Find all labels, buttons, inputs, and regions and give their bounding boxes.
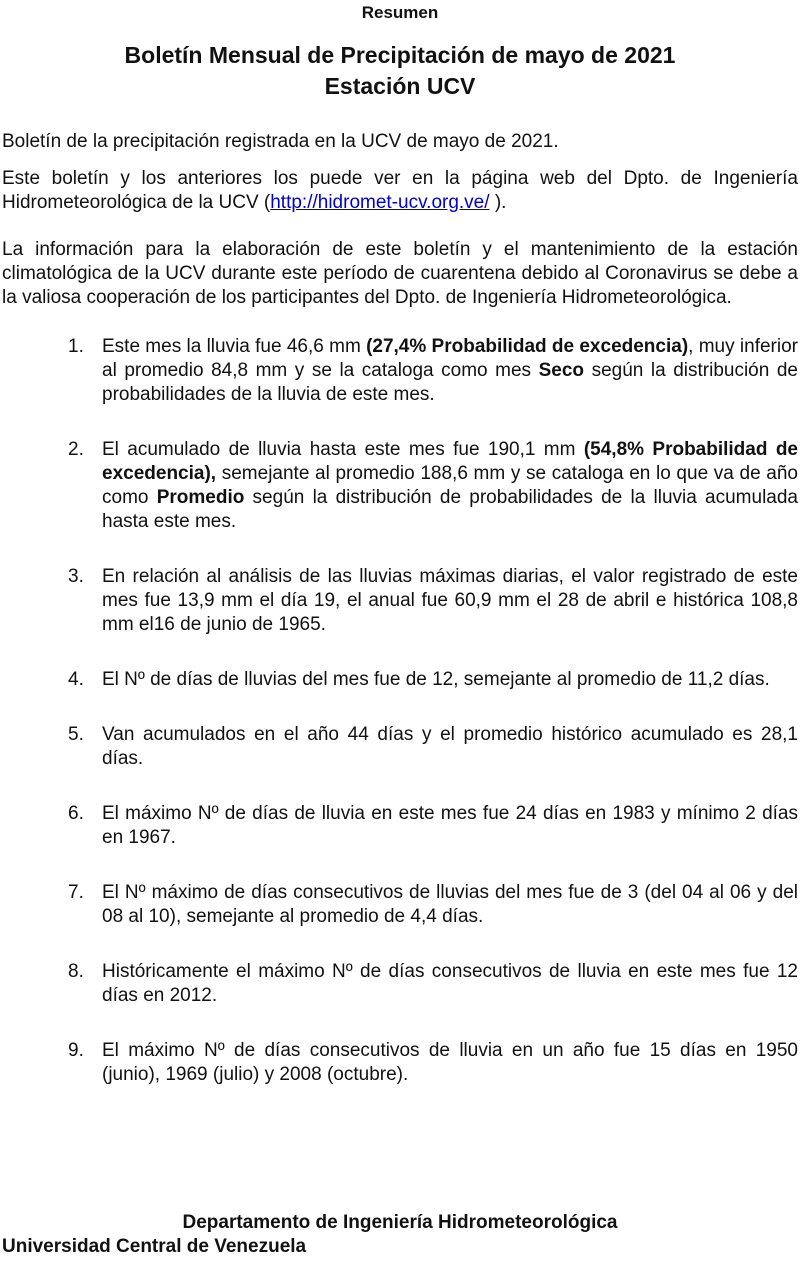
list-item bbox=[2, 881, 798, 929]
summary-heading: Resumen bbox=[361, 3, 439, 22]
department-name: Departamento de Ingeniería Hidrometeorológica bbox=[182, 1212, 618, 1233]
list-number: 2. bbox=[68, 439, 84, 460]
list-number: 3. bbox=[68, 566, 84, 587]
intro-paragraph-2 bbox=[2, 167, 798, 215]
list-number: 4. bbox=[68, 669, 84, 690]
item-text: El acumulado de lluvia hasta este mes fue 190,1 mm bbox=[102, 439, 584, 460]
item-bold-text: (54,8% Probabilidad de excedencia), bbox=[102, 439, 798, 484]
list-item bbox=[2, 802, 798, 850]
website-link[interactable]: http://hidromet-ucv.org.ve/ bbox=[270, 192, 490, 213]
item-bold-text: (27,4% Probabilidad de excedencia) bbox=[366, 336, 689, 357]
footer bbox=[2, 1211, 798, 1259]
item-bold-text: Seco bbox=[538, 360, 585, 381]
bulletin-title bbox=[2, 40, 798, 102]
findings-list bbox=[2, 335, 798, 1087]
list-number: 1. bbox=[68, 336, 84, 357]
list-item bbox=[2, 565, 798, 637]
list-number: 6. bbox=[68, 803, 84, 824]
intro-paragraph-2-text: Este boletín y los anteriores los puede ver en la página web del Dpto. de Ingeniería Hidrometeorológica de la UCV ( bbox=[2, 168, 798, 213]
item-text: El Nº de días de lluvias del mes fue de 12, semejante al promedio de 11,2 días. bbox=[102, 669, 770, 690]
list-number: 9. bbox=[68, 1040, 84, 1061]
intro-paragraph-3: La información para la elaboración de este boletín y el mantenimiento de la estación climatológica de la UCV durante este período de cuarentena debido al Coronavirus se debe a la valiosa cooperación de los participantes del Dpto. de Ingeniería Hidrometeorológica. bbox=[2, 239, 798, 308]
item-text: según la distribución de probabilidades de la lluvia de este mes. bbox=[102, 360, 798, 405]
list-number: 8. bbox=[68, 961, 84, 982]
list-item bbox=[2, 960, 798, 1008]
item-text: El máximo Nº de días consecutivos de lluvia en un año fue 15 días en 1950 (junio), 1969 (julio) y 2008 (octubre). bbox=[102, 1040, 798, 1085]
item-bold-text: Promedio bbox=[156, 487, 245, 508]
list-number: 5. bbox=[68, 724, 84, 745]
item-text: semejante al promedio 188,6 mm y se cataloga en lo que va de año como bbox=[102, 463, 798, 508]
list-item bbox=[2, 1039, 798, 1087]
university-name: Universidad Central de Venezuela bbox=[2, 1236, 307, 1257]
list-item bbox=[2, 668, 798, 692]
item-text: En relación al análisis de las lluvias máximas diarias, el valor registrado de este mes fue 13,9 mm el día 19, el anual fue 60,9 mm el 28 de abril e histórica 108,8 mm el16 de junio de 1965. bbox=[102, 566, 798, 635]
list-item bbox=[2, 335, 798, 407]
item-text: El Nº máximo de días consecutivos de lluvias del mes fue de 3 (del 04 al 06 y del 08 al 10), semejante al promedio de 4,4 días. bbox=[102, 882, 798, 927]
list-item bbox=[2, 723, 798, 771]
intro-paragraph-2-end: ). bbox=[489, 192, 507, 213]
item-text: Van acumulados en el año 44 días y el promedio histórico acumulado es 28,1 días. bbox=[102, 724, 798, 769]
item-text: Este mes la lluvia fue 46,6 mm bbox=[102, 336, 367, 357]
list-item bbox=[2, 438, 798, 534]
list-number: 7. bbox=[68, 882, 84, 903]
title-line-2: Estación UCV bbox=[324, 73, 476, 99]
item-text: según la distribución de probabilidades de la lluvia acumulada hasta este mes. bbox=[102, 487, 798, 532]
item-text: , muy inferior al promedio 84,8 mm y se la cataloga como mes bbox=[102, 336, 798, 381]
title-line-1: Boletín Mensual de Precipitación de mayo de 2021 bbox=[124, 42, 676, 68]
intro-section bbox=[2, 130, 798, 310]
item-text: El máximo Nº de días de lluvia en este mes fue 24 días en 1983 y mínimo 2 días en 1967. bbox=[102, 803, 798, 848]
intro-paragraph-1: Boletín de la precipitación registrada en la UCV de mayo de 2021. bbox=[2, 131, 559, 152]
item-text: Históricamente el máximo Nº de días consecutivos de lluvia en este mes fue 12 días en 2012. bbox=[102, 961, 798, 1006]
